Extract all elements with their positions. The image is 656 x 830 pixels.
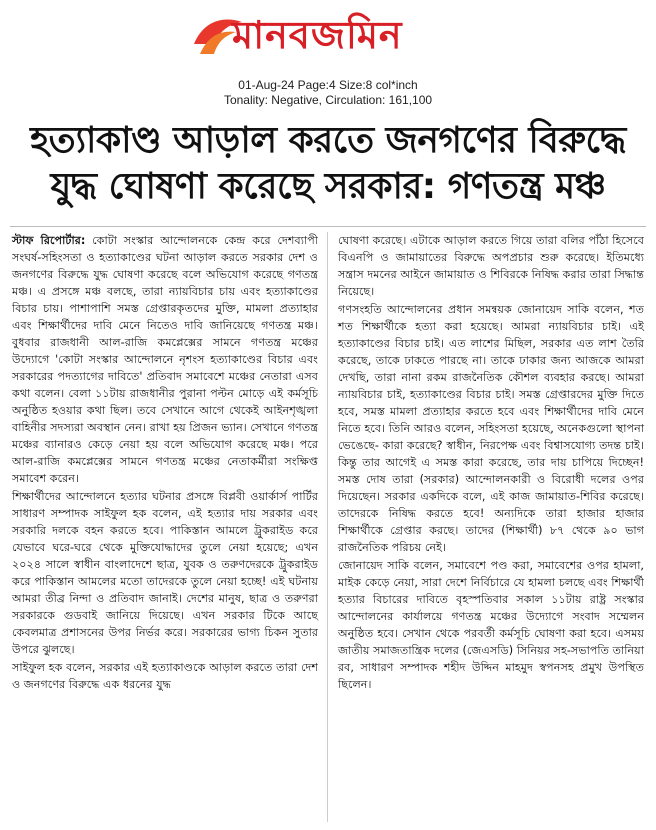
paragraph: জোনায়েদ সাকি বলেন, সমাবেশে পণ্ড করা, সমাবেশের ওপর হামলা, মাইক কেড়ে নেয়া, সারা দেশে নির্বিচারে যে হামলা চলছে এবং শিক্ষার্থী হত্যার বিচারের দাবিতে বৃহস্পতিবার সকাল ১১টায় রাষ্ট্র সংস্কার আন্দোলনের কার্যালয়ে গণতন্ত্র মঞ্চের উদ্যোগে সংবাদ সম্মেলন অনুষ্ঠিত হবে। সেখান থেকে পরবর্তী কর্মসূচি ঘোষণা করা হবে। এসময় জাতীয় সমাজতান্ত্রিক দলের (জেএসডি) সিনিয়র সহ-সভাপতি তানিয়া রব, সাধারণ সম্পাদক শহীদ উদ্দিন মাহমুদ স্বপনসহ প্রমুখ উপস্থিত ছিলেন। — [338, 559, 644, 691]
column-rule — [327, 232, 328, 822]
article-headline — [8, 118, 648, 210]
paragraph — [12, 232, 318, 487]
article-column-right — [338, 232, 644, 693]
paragraph: সাইফুল হক বলেন, সরকার এই হত্যাকাণ্ডকে আড়াল করতে তারা দেশ ও জনগণের বিরুদ্ধে এক ধরনের যুদ্ধ — [12, 661, 318, 691]
headline-line-2: যুদ্ধ ঘোষণা করেছে সরকার: গণতন্ত্র মঞ্চ — [50, 166, 606, 207]
publication-logo: মানবজমিন — [232, 12, 403, 57]
meta-tonality-circulation: Tonality: Negative, Circulation: 161,100 — [223, 93, 433, 107]
paragraph: শিক্ষার্থীদের আন্দোলনে হত্যার ঘটনার প্রসঙ্গে বিপ্লবী ওয়ার্কার্স পার্টির সাধারণ সম্পাদক সাইফুল হক বলেন, এই হত্যার দায় সরকার এবং সরকারি দলকে বহন করতে হবে। পাকিস্তান আমলে ট্রুকরাইড করে যেভাবে ঘরে-ঘরে থেকে মুক্তিযোদ্ধাদের তুলে নেয়া হয়েছে; এখন ২০২৪ সালে স্বাধীন বাংলাদেশে ছাত্র, যুবক ও তরুণদেরকে ট্রুকরাইড করে পাকিস্তান আমলের মতো তাদেরকে তুলে নেয়া হচ্ছে! এই ঘটনায় আমরা তীব্র নিন্দা ও প্রতিবাদ জানাই। দেশের মানুষ, ছাত্র ও তরুণরা সরকারকে গুডবাই জানিয়ে দিয়েছে। এখন সরকার টিকে আছে কেবলমাত্র প্রশাসনের উপর নির্ভর করে। সরকারের ভাগ্য চিকন সুতার উপরে ঝুলছে। — [12, 490, 318, 656]
paragraph-text: কোটা সংস্কার আন্দোলনকে কেন্দ্র করে দেশব্যাপী সংঘর্ষ-সহিংসতা ও হত্যাকাণ্ডের ঘটনা আড়াল করতে সরকার দেশ ও জনগণের বিরুদ্ধে যুদ্ধ ঘোষণা করেছে বলে অভিযোগ করেছে গণতন্ত্র মঞ্চ। এ প্রসঙ্গে মঞ্চ বলছে, তারা ন্যায়বিচার চায় এবং হত্যাকাণ্ডের বিচার চায়। পাশাপাশি সমস্ত গ্রেপ্তারকৃতদের মুক্তি, মামলা প্রত্যাহার এবং শিক্ষার্থীদের দাবি মেনে নিতেও দাবি জানিয়েছে গণতন্ত্র মঞ্চ। বুধবার রাজধানী আল-রাজি কমপ্লেক্সের সামনে গণতন্ত্র মঞ্চের উদ্যোগে 'কোটা সংস্কার আন্দোলনে নৃশংস হত্যাকাণ্ডের বিচার এবং সরকারের পদত্যাগের দাবিতে' প্রতিবাদ সমাবেশে মঞ্চের নেতারা এসব কথা বলেন। বেলা ১১টায় রাজধানীর পুরানা পল্টন মোড়ে এই কর্মসূচি অনুষ্ঠিত হওয়ার কথা ছিল। তবে সেখানে আগে থেকেই আইনশৃঙ্খলা বাহিনীর সদস্যরা অবস্থান নেন। রাখা হয় প্রিজন ভ্যান। সেখানে গণতন্ত্র মঞ্চের ব্যানারও কেড়ে নেয়া হয় বলে অভিযোগ করেছে মঞ্চ। পরে আল-রাজি কমপ্লেক্সের সামনে গণতন্ত্র মঞ্চের নেতাকর্মীরা সংক্ষিপ্ত সমাবেশ করেন। — [12, 234, 318, 485]
headline-line-1: হত্যাকাণ্ড আড়াল করতে জনগণের বিরুদ্ধে — [30, 120, 626, 161]
byline: স্টাফ রিপোর্টার: — [12, 234, 86, 247]
clipping-meta — [0, 78, 656, 108]
article-column-left — [12, 232, 318, 693]
headline-divider — [10, 226, 646, 227]
paragraph: গণসংহতি আন্দোলনের প্রধান সমন্বয়ক জোনায়েদ সাকি বলেন, শত শত শিক্ষার্থীকে হত্যা করা হয়েছে। আমরা ন্যায়বিচার চাই। এই হত্যাকাণ্ডের বিচার চাই। এত লাশের মিছিল, সরকার এত লাশ তৈরি করেছে, তাকে ঢাকতে পারছে না। তাকে ঢাকার জন্য আজকে আমরা দেখছি, তারা নানা রকম রাজনৈতিক কৌশল ব্যবহার করছে। আমরা ন্যায়বিচার চাই, হত্যাকাণ্ডের বিচার চাই। সমস্ত গ্রেপ্তারদের মুক্তি দিতে হবে, সমস্ত মামলা প্রত্যাহার করতে হবে এবং শিক্ষার্থীদের দাবি মেনে নিতে হবে। তিনি আরও বলেন, সহিংসতা হয়েছে, অনেকগুলো স্থাপনা ভেঙেছে- কারা করেছে? স্বাধীন, নিরপেক্ষ এবং বিশ্বাসযোগ্য তদন্ত চাই। কিন্তু তার আগেই এ সমস্ত কারা করেছে, তার দায় চাপিয়ে দিচ্ছেন! সমস্ত দোষ তারা (সরকার) আন্দোলনকারী ও বিরোধী দলের ওপর দিয়েছেন। সরকার একদিকে বলে, এই কাজ জামায়াত-শিবির করেছে। তাদেরকে নিষিদ্ধ করতে হবে! অন্যদিকে তারা হাজার হাজার শিক্ষার্থীকে গ্রেপ্তার করছে। তাদের (শিক্ষার্থী) ৮৭ থেকে ৯০ ভাগ রাজনৈতিক পরিচয় নেই। — [338, 303, 644, 554]
masthead — [0, 0, 656, 70]
meta-date-size: 01-Aug-24 Page:4 Size:8 col*inch — [238, 78, 418, 92]
paragraph: ঘোষণা করেছে। এটাকে আড়াল করতে গিয়ে তারা বলির পাঁঠা হিসেবে বিএনপি ও জামায়াতের বিরুদ্ধে অপপ্রচার শুরু করেছে। ইতিমধ্যে সন্ত্রাস দমনের আইনে জামায়াত ও শিবিরকে নিষিদ্ধ করার তারা সিদ্ধান্ত নিয়েছে। — [338, 234, 644, 298]
